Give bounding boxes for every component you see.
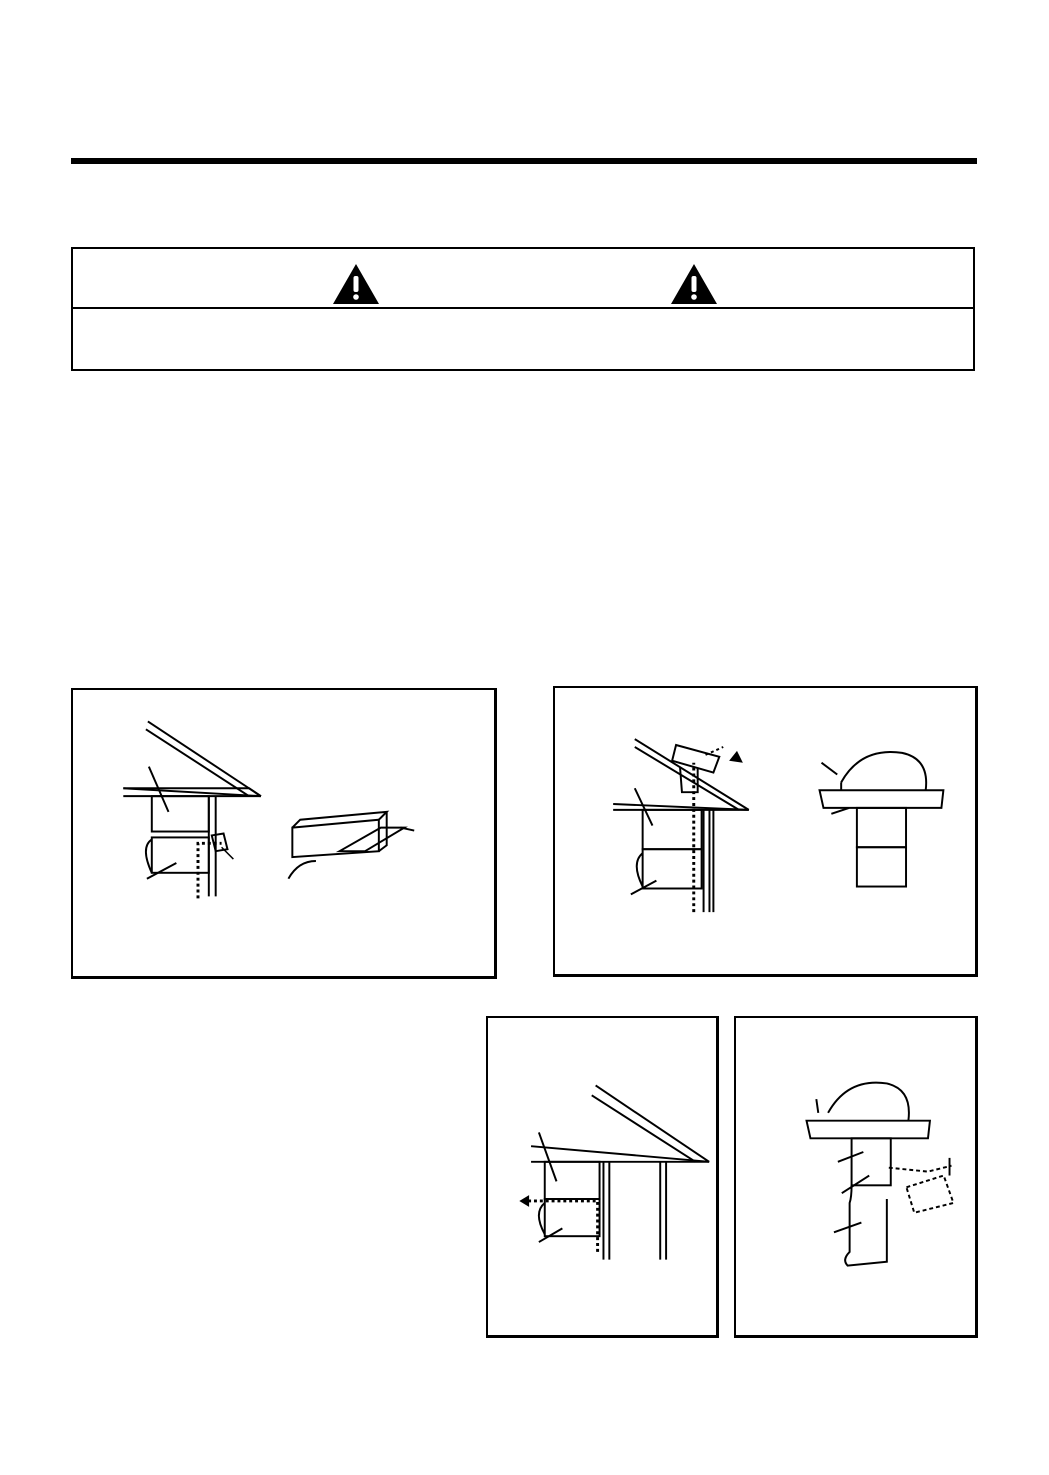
roof-cap-duct-illustration (736, 1018, 975, 1335)
warning-triangle-icon (332, 263, 380, 305)
figure-roof-venting (553, 686, 978, 977)
warning-box (71, 247, 975, 371)
figure-roof-cap-duct-assembly (734, 1016, 978, 1338)
header-rule (71, 158, 977, 164)
warning-divider (73, 307, 973, 309)
figure-recirculating-wall (486, 1016, 719, 1338)
warning-triangle-icon (670, 263, 718, 305)
figure-wall-venting (71, 688, 497, 979)
wall-venting-illustration (73, 690, 494, 976)
roof-venting-illustration (555, 688, 975, 974)
recirculating-wall-illustration (488, 1018, 716, 1335)
